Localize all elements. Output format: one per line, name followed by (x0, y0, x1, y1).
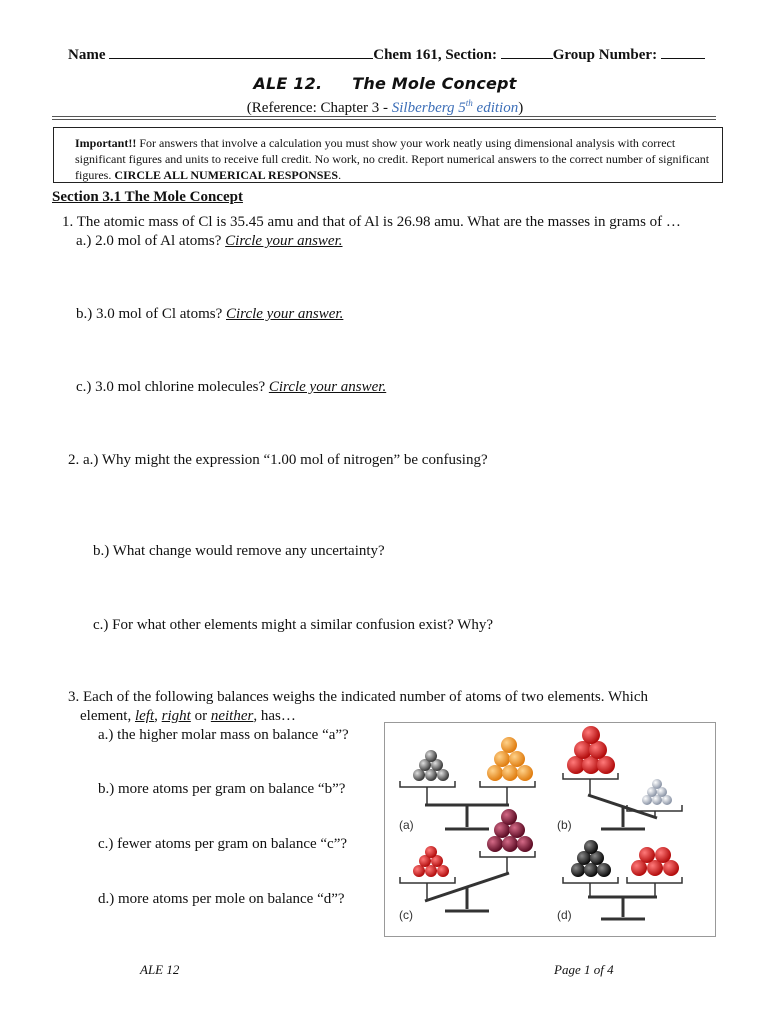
group-label: Group Number: (552, 47, 658, 63)
question-1b: b.) 3.0 mol of Cl atoms? Circle your answer. (76, 306, 344, 322)
label-d: (d) (557, 908, 572, 922)
reference-suffix: ) (518, 100, 524, 116)
question-1a: a.) 2.0 mol of Al atoms? Circle your answer. (76, 233, 343, 249)
balance-figure (384, 722, 716, 937)
circle-instruction: Circle your answer. (226, 306, 344, 322)
question-3a: a.) the higher molar mass on balance “a”? (98, 727, 349, 743)
reference-line (0, 98, 770, 117)
question-2b: b.) What change would remove any uncertainty? (93, 543, 385, 559)
reference-prefix: (Reference: Chapter 3 - (246, 100, 392, 116)
page-title (0, 74, 770, 93)
course-label: Chem 161, Section (373, 47, 492, 63)
important-lead: Important!! (75, 136, 137, 150)
atoms-b-left (567, 726, 615, 774)
atoms-d-left (571, 840, 611, 877)
divider (52, 116, 716, 117)
balances-illustration (385, 723, 715, 936)
section-blank[interactable] (501, 46, 553, 59)
title-text: The Mole Concept (352, 74, 517, 93)
footer-page-number: Page 1 of 4 (554, 962, 614, 977)
label-a: (a) (399, 818, 414, 832)
circle-instruction: Circle your answer. (268, 379, 387, 395)
label-b: (b) (557, 818, 572, 832)
atoms-a-right (487, 737, 533, 781)
group-blank[interactable] (661, 46, 705, 59)
option-right: right (161, 708, 191, 724)
header-line: Name Chem 161, Section: Group Number: (68, 46, 718, 64)
option-neither: neither (210, 708, 254, 724)
question-2a: 2. a.) Why might the expression “1.00 mol of nitrogen” be confusing? (68, 452, 488, 468)
question-3d: d.) more atoms per mole on balance “d”? (98, 891, 345, 907)
reference-book: Silberberg 5th edition (391, 98, 519, 116)
atoms-c-left (413, 846, 449, 877)
divider (52, 119, 716, 120)
question-3c: c.) fewer atoms per gram on balance “c”? (98, 836, 348, 852)
atoms-c-right (487, 809, 533, 852)
atoms-d-right (631, 847, 679, 876)
important-body: For answers that involve a calculation you must show your work neatly using dimensional analysis with correct significant figures and units to receive full credit. No work, no credit. Report numerical answers to the correct number of significant figures. (75, 136, 710, 182)
name-label: Name (68, 47, 106, 63)
title-number: ALE 12. (253, 74, 323, 93)
important-emphasis: CIRCLE ALL NUMERICAL RESPONSES (114, 168, 339, 182)
section-heading: Section 3.1 The Mole Concept (52, 189, 243, 205)
question-3-stem: 3. Each of the following balances weighs the indicated number of atoms of two elements. Which (68, 689, 648, 705)
footer-left: ALE 12 (140, 962, 180, 977)
question-1-stem: 1. The atomic mass of Cl is 35.45 amu and that of Al is 26.98 amu. What are the masses in grams of … (62, 214, 681, 230)
name-blank[interactable] (109, 46, 373, 59)
label-c: (c) (399, 908, 413, 922)
option-left: left (134, 708, 155, 724)
question-3-stem-2: element, left, right or neither, has… (80, 708, 296, 724)
question-3b: b.) more atoms per gram on balance “b”? (98, 781, 346, 797)
atoms-a-left (413, 750, 449, 781)
atoms-b-right (642, 779, 672, 805)
circle-instruction: Circle your answer. (225, 233, 343, 249)
important-notice: Important!! For answers that involve a calculation you must show your work neatly using dimensional analysis with correct significant figures and units to receive full credit. No work, no credit. Report numerical answers to the correct number of significant figures. CIRCLE ALL NUMERICAL RESPONSES. (53, 127, 723, 183)
question-1c: c.) 3.0 mol chlorine molecules? Circle your answer. (76, 379, 387, 395)
question-2c: c.) For what other elements might a similar confusion exist? Why? (93, 617, 494, 633)
